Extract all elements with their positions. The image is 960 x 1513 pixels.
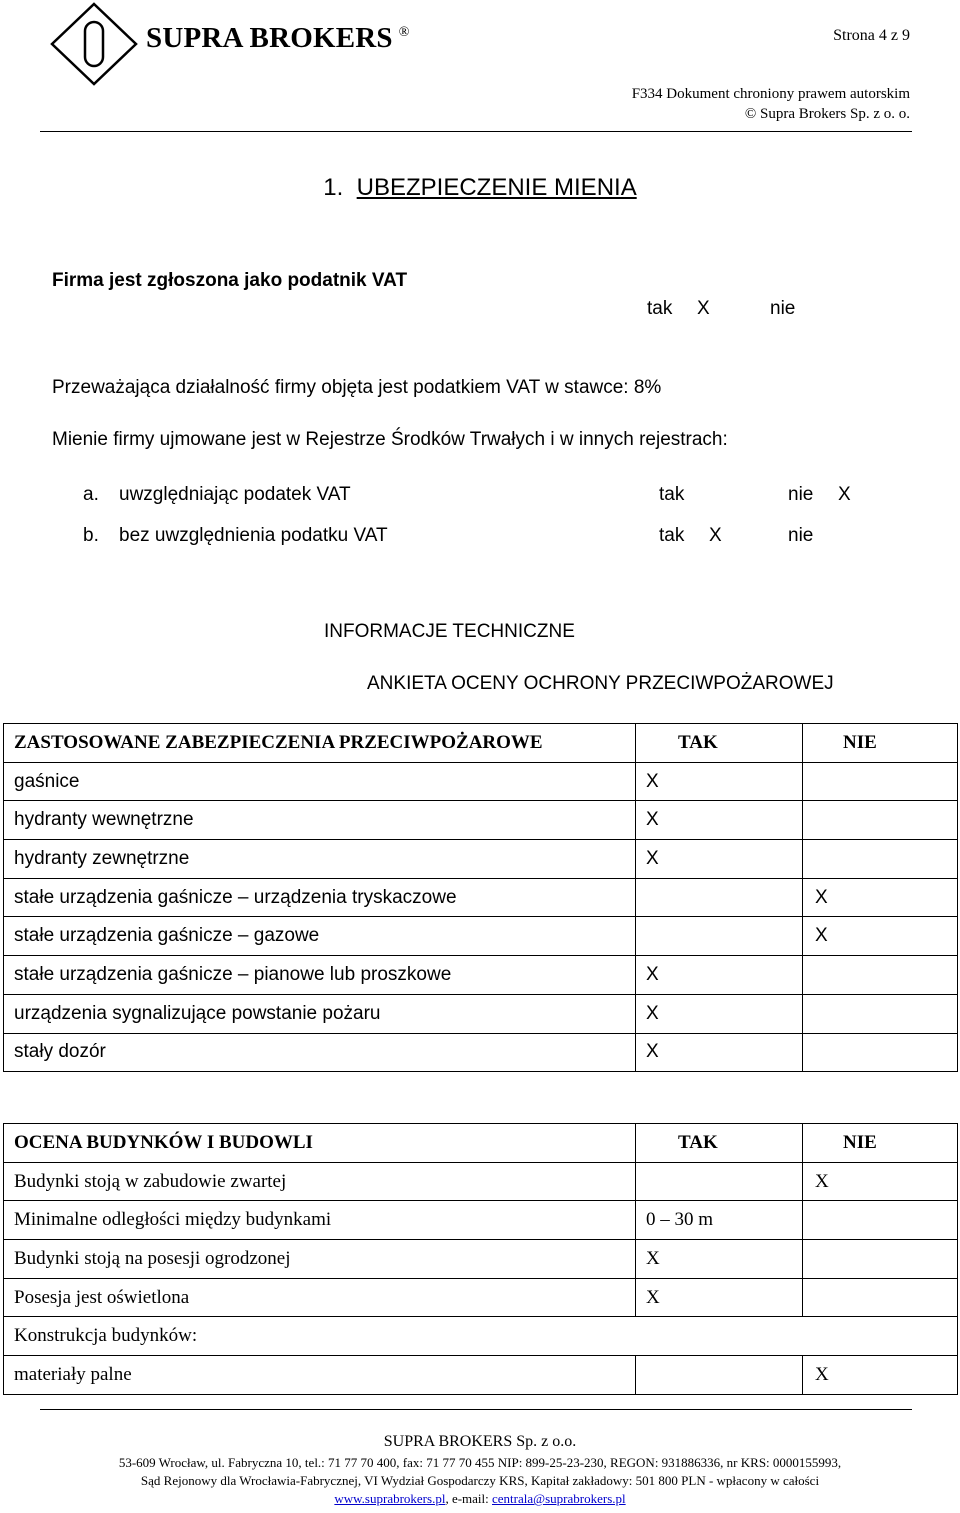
footer-address: 53-609 Wrocław, ul. Fabryczna 10, tel.: 71 77 70 400, fax: 71 77 70 455 NIP: 899-25-23-230, REGON: 931886336, nr KRS: 0000155993, (118, 1455, 842, 1470)
table-row (4, 1240, 958, 1279)
fire-protection-table (3, 723, 958, 1072)
vat-nie-label: nie (770, 298, 796, 319)
row-tak: X (636, 994, 803, 1033)
row-label: Budynki stoją w zabudowie zwartej (4, 1162, 636, 1201)
table-row (4, 878, 958, 917)
table-header-row (4, 1124, 958, 1163)
row-nie (803, 1278, 958, 1317)
row-nie (803, 801, 958, 840)
page-number: Strona 4 z 9 (833, 27, 910, 44)
row-label: stałe urządzenia gaśnicze – gazowe (4, 917, 636, 956)
vat-item-b-letter: b. (83, 525, 99, 546)
vat-item-b-tak: tak (659, 525, 685, 546)
footer-court: Sąd Rejonowy dla Wrocławia-Fabrycznej, VI Wydział Gospodarczy KRS, Kapitał zakładowy: 501 800 PLN - wpłacony w całości (140, 1473, 820, 1488)
row-nie: X (803, 878, 958, 917)
row-nie (803, 994, 958, 1033)
vat-item-a-letter: a. (83, 484, 99, 505)
row-tak: X (636, 956, 803, 995)
fire-header-label: ZASTOSOWANE ZABEZPIECZENIA PRZECIWPOŻAROWE (4, 724, 636, 763)
row-label: Posesja jest oświetlona (4, 1278, 636, 1317)
vat-item-b-label: bez uwzględnienia podatku VAT (119, 525, 388, 546)
row-nie (803, 840, 958, 879)
fire-header-tak: TAK (636, 724, 803, 763)
table-row (4, 1317, 958, 1356)
row-tak: X (636, 801, 803, 840)
table-row (4, 1201, 958, 1240)
building-header-nie: NIE (803, 1124, 958, 1163)
email-link[interactable]: centrala@suprabrokers.pl (492, 1491, 626, 1506)
row-tak: X (636, 762, 803, 801)
row-label: Konstrukcja budynków: (4, 1317, 958, 1356)
copyright-owner: © Supra Brokers Sp. z o. o. (744, 106, 910, 122)
row-nie (803, 1201, 958, 1240)
table-row (4, 1162, 958, 1201)
technical-heading: INFORMACJE TECHNICZNE (324, 621, 575, 642)
technical-subheading: ANKIETA OCENY OCHRONY PRZECIWPOŻAROWEJ (367, 673, 834, 694)
copyright-notice: F334 Dokument chroniony prawem autorskim (631, 86, 910, 102)
vat-tak-mark: X (697, 298, 710, 319)
registry-line: Mienie firmy ujmowane jest w Rejestrze Środków Trwałych i w innych rejestrach: (52, 429, 728, 450)
vat-item-a-tak: tak (659, 484, 685, 505)
table-row (4, 1356, 958, 1395)
vat-question: Firma jest zgłoszona jako podatnik VAT (52, 270, 408, 291)
row-label: stałe urządzenia gaśnicze – pianowe lub proszkowe (4, 956, 636, 995)
table-row (4, 762, 958, 801)
row-nie: X (803, 1356, 958, 1395)
footer-company: SUPRA BROKERS Sp. z o.o. (383, 1433, 577, 1450)
row-label: Budynki stoją na posesji ogrodzonej (4, 1240, 636, 1279)
section-title: 1. UBEZPIECZENIE MIENIA (323, 174, 637, 201)
vat-tak-label: tak (647, 298, 673, 319)
table-header-row (4, 724, 958, 763)
row-nie (803, 762, 958, 801)
row-tak: X (636, 1240, 803, 1279)
table-row (4, 801, 958, 840)
footer-divider (40, 1409, 912, 1410)
fire-header-nie: NIE (803, 724, 958, 763)
row-label: Minimalne odległości między budynkami (4, 1201, 636, 1240)
website-link[interactable]: www.suprabrokers.pl (334, 1491, 446, 1506)
vat-item-a-nie-mark: X (838, 484, 851, 505)
brand-name: SUPRA BROKERS ® (146, 22, 410, 54)
row-tak: 0 – 30 m (636, 1201, 803, 1240)
row-tak: X (636, 840, 803, 879)
row-tak (636, 917, 803, 956)
header-divider (40, 131, 912, 132)
row-tak (636, 1356, 803, 1395)
table-row (4, 840, 958, 879)
table-row (4, 994, 958, 1033)
row-nie: X (803, 1162, 958, 1201)
table-row (4, 1278, 958, 1317)
row-label: urządzenia sygnalizujące powstanie pożaru (4, 994, 636, 1033)
row-label: stały dozór (4, 1033, 636, 1072)
row-nie: X (803, 917, 958, 956)
table-row (4, 956, 958, 995)
row-label: hydranty wewnętrzne (4, 801, 636, 840)
row-tak (636, 878, 803, 917)
registered-mark: ® (398, 25, 410, 41)
row-nie (803, 1240, 958, 1279)
row-label: materiały palne (4, 1356, 636, 1395)
building-header-label: OCENA BUDYNKÓW I BUDOWLI (4, 1124, 636, 1163)
row-tak: X (636, 1278, 803, 1317)
row-nie (803, 1033, 958, 1072)
row-label: hydranty zewnętrzne (4, 840, 636, 879)
row-nie (803, 956, 958, 995)
footer-contact (0, 1491, 960, 1507)
vat-rate-line: Przeważająca działalność firmy objęta jest podatkiem VAT w stawce: 8% (52, 377, 662, 398)
row-label: stałe urządzenia gaśnicze – urządzenia tryskaczowe (4, 878, 636, 917)
vat-item-a-nie: nie (788, 484, 814, 505)
email-label: , e-mail: (445, 1491, 493, 1506)
row-tak: X (636, 1033, 803, 1072)
building-header-tak: TAK (636, 1124, 803, 1163)
vat-item-b-nie: nie (788, 525, 814, 546)
vat-item-a-label: uwzględniając podatek VAT (119, 484, 351, 505)
row-tak (636, 1162, 803, 1201)
supra-brokers-logo-icon (50, 2, 138, 86)
vat-item-b-tak-mark: X (709, 525, 722, 546)
table-row (4, 1033, 958, 1072)
row-label: gaśnice (4, 762, 636, 801)
table-row (4, 917, 958, 956)
building-assessment-table (3, 1123, 958, 1395)
